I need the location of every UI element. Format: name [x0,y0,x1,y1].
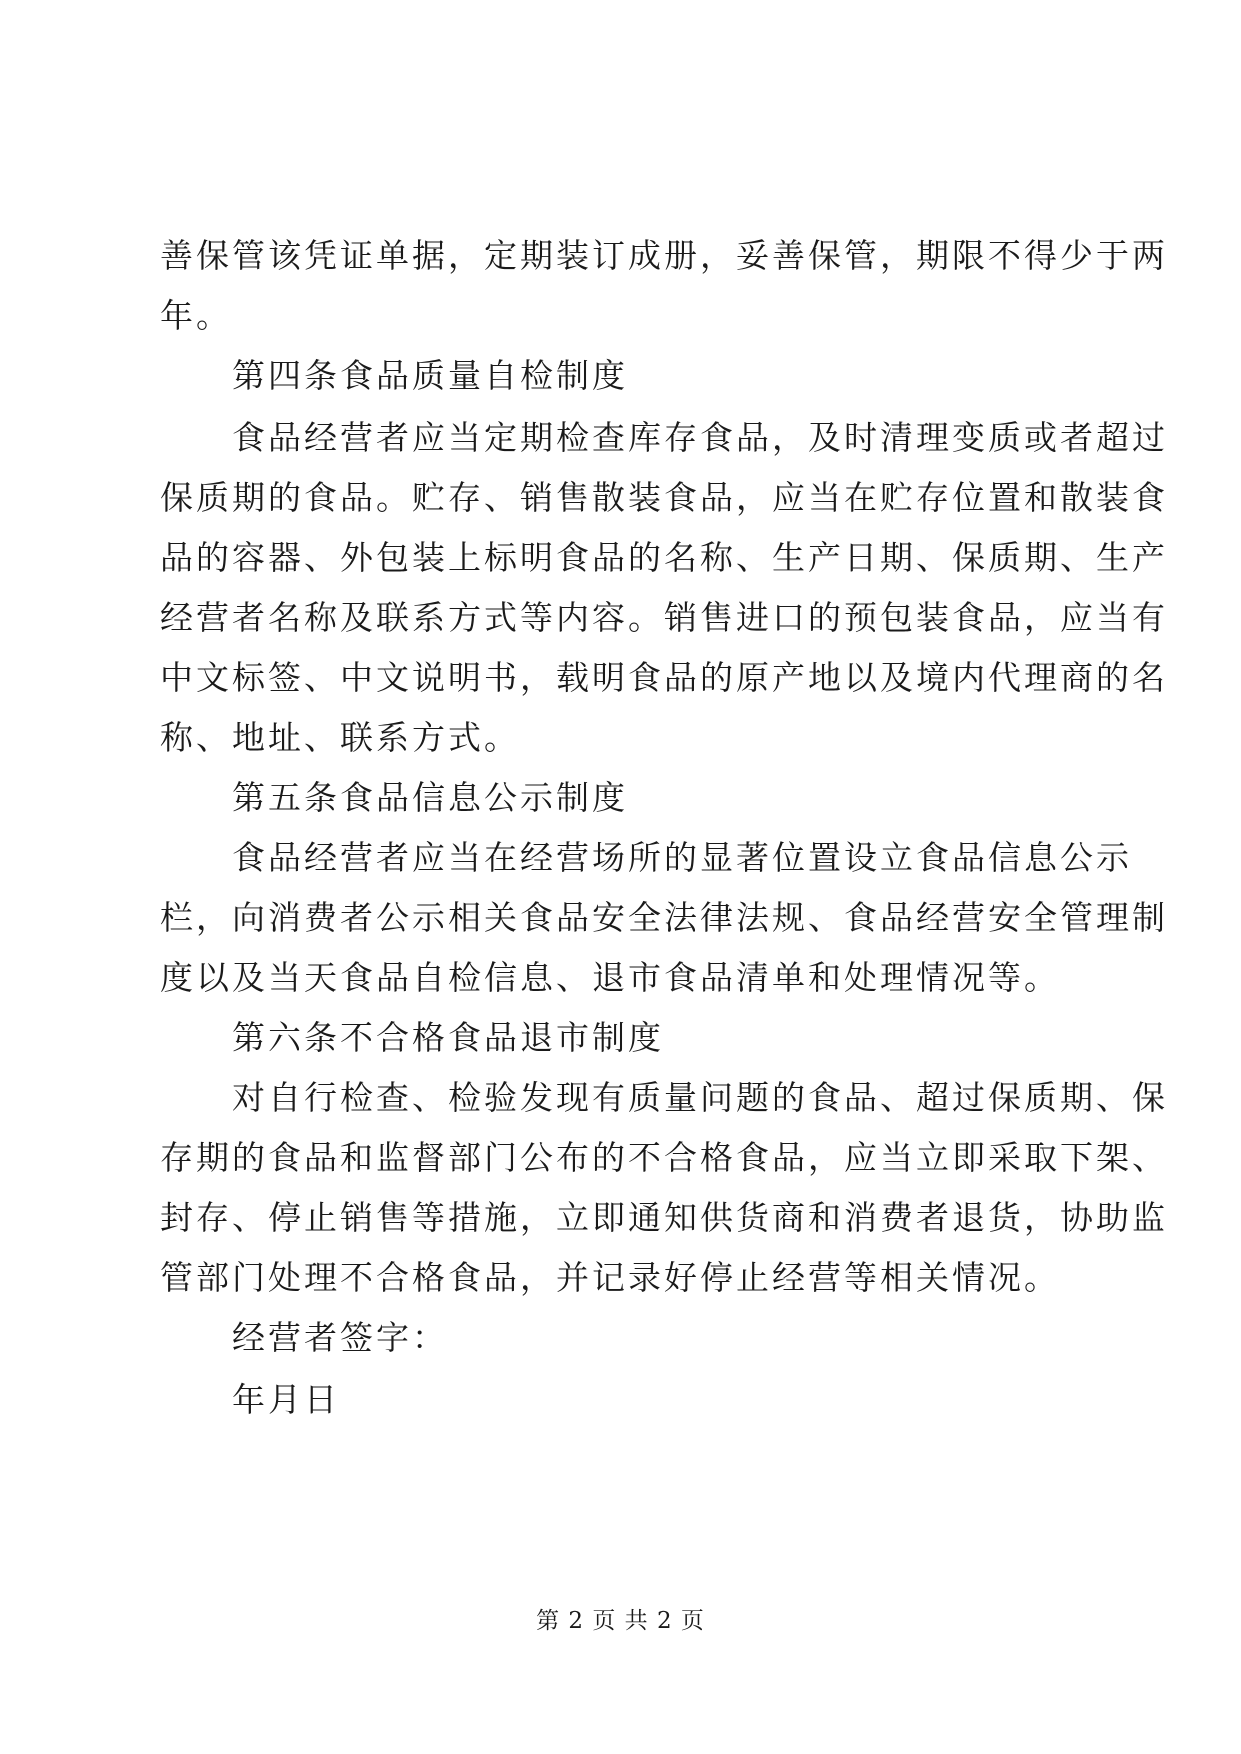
section-heading: 第五条食品信息公示制度 [232,778,628,817]
date-label: 年月日 [232,1380,340,1419]
paragraph-line: 封存、停止销售等措施，立即通知供货商和消费者退货，协助监 [160,1198,1168,1237]
paragraph-line: 经营者名称及联系方式等内容。销售进口的预包装食品，应当有 [160,598,1168,637]
paragraph-line: 中文标签、中文说明书，载明食品的原产地以及境内代理商的名 [160,658,1168,697]
paragraph-line: 品的容器、外包装上标明食品的名称、生产日期、保质期、生产 [160,538,1168,577]
paragraph-line: 存期的食品和监督部门公布的不合格食品，应当立即采取下架、 [160,1138,1168,1177]
paragraph-line: 保质期的食品。贮存、销售散装食品，应当在贮存位置和散装食 [160,478,1168,517]
section-heading: 第四条食品质量自检制度 [232,356,628,395]
section-heading: 第六条不合格食品退市制度 [232,1018,664,1057]
paragraph-line: 善保管该凭证单据，定期装订成册，妥善保管，期限不得少于两 [160,236,1168,275]
paragraph-line: 度以及当天食品自检信息、退市食品清单和处理情况等。 [160,958,1060,997]
signature-label: 经营者签字： [232,1318,448,1357]
paragraph-line: 年。 [160,296,232,335]
paragraph-line: 称、地址、联系方式。 [160,718,520,757]
paragraph-line: 食品经营者应当定期检查库存食品，及时清理变质或者超过 [232,418,1168,457]
page-footer: 第 2 页 共 2 页 [536,1608,705,1634]
paragraph-line: 管部门处理不合格食品，并记录好停止经营等相关情况。 [160,1258,1060,1297]
paragraph-line: 栏，向消费者公示相关食品安全法律法规、食品经营安全管理制 [160,898,1168,937]
paragraph-line: 食品经营者应当在经营场所的显著位置设立食品信息公示 [232,838,1132,877]
paragraph-line: 对自行检查、检验发现有质量问题的食品、超过保质期、保 [232,1078,1168,1117]
